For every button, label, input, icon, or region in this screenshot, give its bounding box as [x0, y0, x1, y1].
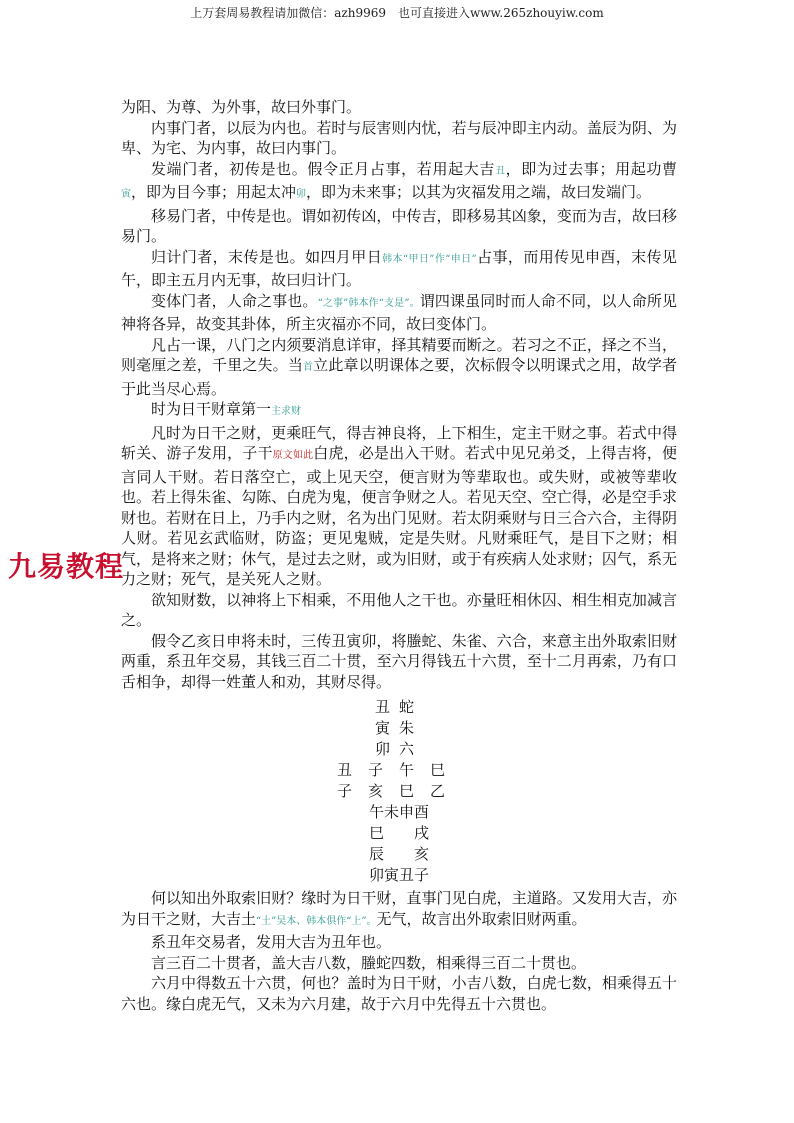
paragraph	[121, 97, 677, 118]
annotation-note: “之事”韩本作“支是”。	[317, 297, 420, 309]
paragraph	[121, 590, 677, 631]
text-run: ，即为过去事；用起功曹	[505, 159, 677, 178]
chart-row: 辰 亥	[368, 845, 429, 863]
text-run: 时为日干财章第一	[151, 400, 272, 418]
document-body	[121, 97, 677, 1014]
annotation-note: 原文如此	[272, 450, 314, 461]
annotation-note: 寅	[121, 189, 131, 200]
text-run: 为阳、为尊、为外事，故曰外事门。	[121, 98, 362, 116]
text-run: 凡占一课，八门之内须要消息详审，择其精要而断之。若习之不正，择之不当，则毫厘之差，千里之失。当	[121, 335, 677, 374]
paragraphs-before-chart	[121, 97, 677, 692]
chart-row: 巳 戌	[368, 824, 429, 842]
chart-row: 午未申酉	[368, 803, 429, 821]
text-run: 六月中得数五十六贯，何也？盖时为日干财，小吉八数，白虎七数，相乘得五十六也。缘白虎无气，又未为六月建，故于六月中先得五十六贯也。	[121, 974, 677, 1013]
paragraph	[121, 888, 677, 932]
chart-row: 卯寅丑子	[368, 866, 429, 884]
paragraph	[121, 159, 677, 206]
paragraph	[121, 247, 677, 291]
lesson-chart	[121, 697, 677, 886]
paragraph	[121, 631, 677, 693]
text-run: 系丑年交易者，发用大吉为丑年也。	[151, 933, 392, 951]
paragraph	[121, 335, 677, 400]
paragraph	[121, 399, 677, 423]
text-run: 何以知出外取索旧财？缘时为日干财，直事门见白虎，主道路。又发用大吉，亦为日干之财，大吉土	[121, 889, 677, 928]
annotation-note: 首	[303, 362, 314, 373]
text-run: 变体门者，人命之事也。	[151, 291, 318, 310]
text-run: 假令乙亥日申将未时，三传丑寅卯，将螣蛇、朱雀、六合，来意主出外取索旧财两重，系丑年交易，其钱三百二十贯，至六月得钱五十六贯，至十二月再索，乃有口舌相争，却得一姓董人和劝，其财尽得。	[121, 631, 677, 691]
annotation-note: 卯	[296, 189, 307, 200]
chart-row: 丑蛇	[374, 698, 423, 716]
chart-row: 卯六	[374, 740, 423, 758]
text-run: 无气，故言出外取索旧财两重。	[376, 909, 587, 928]
text-run: 言三百二十贯者，盖大吉八数，螣蛇四数，相乘得三百二十贯也。	[151, 953, 587, 972]
text-run: 归计门者，末传是也。如四月甲日	[151, 247, 383, 266]
annotation-note: 韩本“甲日”作“申日”	[382, 253, 477, 265]
paragraph	[121, 423, 677, 590]
text-run: 移易门者，中传是也。谓如初传凶，中传吉，即移易其凶象，变而为吉，故曰移易门。	[121, 206, 677, 245]
text-run: 欲知财数，以神将上下相乘，不用他人之干也。亦量旺相休囚、相生相克加减言之。	[121, 590, 677, 629]
paragraph	[121, 291, 677, 335]
chart-row: 寅朱	[374, 719, 423, 737]
text-run: 立此章以明课体之要，次标假令以明课式之用，故学者于此当尽心焉。	[121, 356, 677, 398]
annotation-note: 丑	[494, 165, 506, 177]
chart-row: 丑子午巳	[336, 761, 461, 779]
text-run: 凡时为日干之财，更乘旺气，得吉神良将，上下相生，定主干财之事。若式中得斩关、游子发用，子干	[121, 423, 677, 462]
paragraph	[121, 973, 677, 1014]
text-run: 发端门者，初传是也。假令正月占事，若用起大吉	[151, 159, 495, 178]
text-run: 占事，而用传见申酉，末传见午，即主五月内无事，故曰归计门。	[121, 247, 677, 289]
text-run: 白虎，必是出入干财。若式中见兄弟爻，上得吉将，便言同人干财。若日落空亡，或上见天空，便言财为等辈取也。或失财，或被等辈收也。若上得朱雀、勾陈、白虎为鬼，便言争财之人。若见天空、空亡得，必是空手求财也。若财在日上，乃手内之财，名为出门见财。若太阴乘财与日三合六合，主得阴人财。若见玄武临财，防盗；更见鬼贼，定是失财。凡财乘旺气，是目下之财；相气，是将来之财；休气，是过去之财，或为旧财，或于有疾病人处求财；囚气，系无力之财；死气，是关死人之财。	[121, 444, 677, 588]
text-run: ，即为目今事；用起太冲	[131, 183, 297, 201]
chart-row: 子亥巳乙	[336, 782, 461, 800]
annotation-note: “土”吴本、韩本俱作“上”。	[256, 915, 377, 927]
paragraph	[121, 118, 677, 159]
text-run: 谓四课虽同时而人命不同，以人命所见神将各异，故变其卦体，所主灾福亦不同，故曰变体门。	[121, 291, 677, 333]
paragraph	[121, 953, 677, 974]
text-run: ，即为未来事；以其为灾福发用之端，故曰发端门。	[306, 183, 652, 201]
annotation-note: 主求财	[271, 406, 302, 417]
watermark-logo: 九易教程	[8, 550, 125, 583]
paragraphs-after-chart	[121, 888, 677, 1014]
paragraph	[121, 932, 677, 953]
page-header: 上万套周易教程请加微信：azh9969 也可直接进入www.265zhouyiw.com	[190, 6, 604, 20]
text-run: 内事门者，以辰为内也。若时与辰害则内忧，若与辰冲即主内动。盖辰为阴、为卑、为宅、为内事，故曰内事门。	[121, 118, 677, 157]
paragraph	[121, 206, 677, 247]
